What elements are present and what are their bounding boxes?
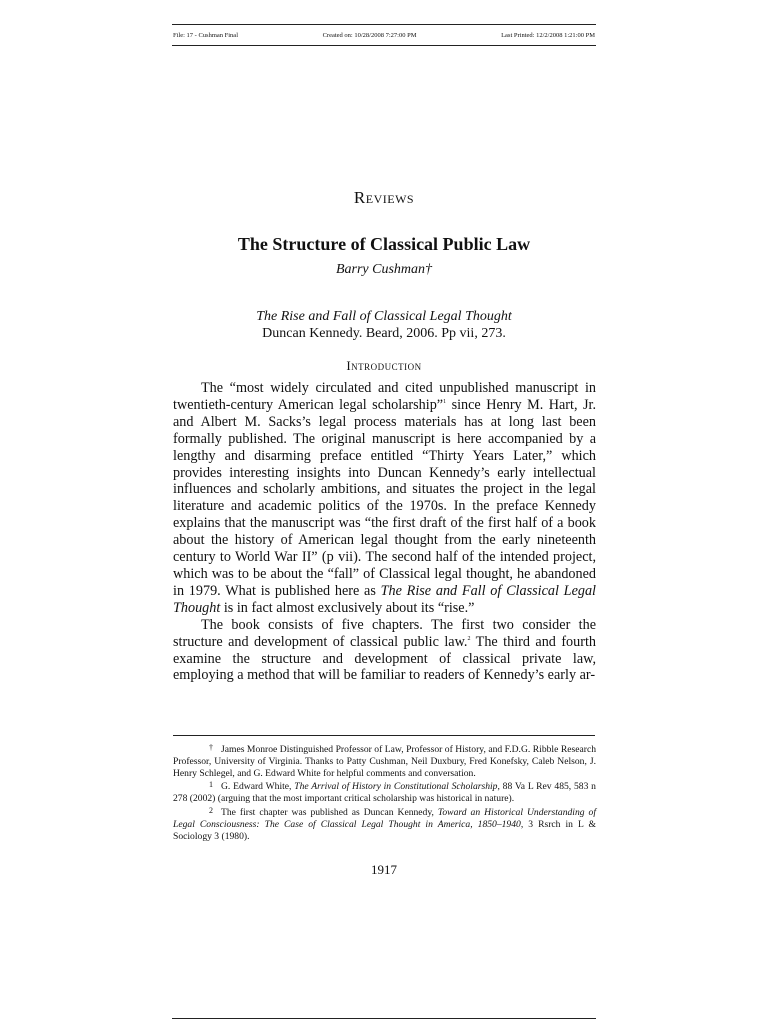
footnote-divider	[173, 735, 595, 736]
header-printed-date: Last Printed: 12/2/2008 1:21:00 PM	[501, 31, 595, 39]
introduction-heading: Introduction	[346, 358, 422, 373]
footnote-1-text-a: G. Edward White,	[221, 781, 295, 793]
footnote-2-text-a: The first chapter was published as Duncan Kennedy,	[221, 806, 438, 818]
footnotes	[173, 742, 596, 842]
page-number: 1917	[371, 862, 397, 877]
running-header	[172, 24, 596, 46]
footnote-2-text-b: , 3 Rsrch in L & Sociology 3 (1980).	[173, 818, 596, 842]
footnote-ref-2: 2	[467, 635, 471, 642]
header-file-name: File: 17 - Cushman Final	[173, 31, 238, 39]
article-title: The Structure of Classical Public Law	[237, 234, 531, 254]
body-p1-text-a: The “most widely circulated and cited unpublished manuscript in twentieth-century American legal scholarship”	[173, 380, 596, 413]
article-author: Barry Cushman†	[335, 262, 433, 277]
footnote-1-text-b: , 88 Va L Rev 485, 583 n 278 (2002) (arguing that the most important critical scholarship was historical in nature).	[173, 781, 596, 805]
footnote-1	[173, 779, 596, 805]
reviewed-book-info: Duncan Kennedy. Beard, 2006. Pp vii, 273.	[262, 326, 506, 341]
section-heading: Reviews	[353, 188, 415, 207]
footnote-2-mark: 2	[209, 805, 213, 815]
footnote-dagger	[173, 742, 596, 779]
body-p2-text-b: The third and fourth examine the structure and development of classical private law, employing a method that will be familiar to readers of Kennedy’s early ar-	[173, 633, 596, 684]
footnote-dagger-mark: †	[209, 743, 213, 752]
footnote-ref-1: 1	[443, 398, 447, 405]
body-paragraph-2	[173, 617, 596, 685]
footnote-1-article-title: The Arrival of History in Constitutional Scholarship	[294, 781, 498, 793]
header-created-date: Created on: 10/28/2008 7:27:00 PM	[322, 31, 417, 39]
body-p2-text-a: The book consists of five chapters. The first two consider the structure and development of classical public law.	[173, 616, 596, 650]
bottom-rule	[172, 1018, 596, 1019]
footnote-dagger-text: James Monroe Distinguished Professor of Law, Professor of History, and F.D.G. Ribble Research Professor, University of Virginia. Thanks to Patty Cushman, Neil Duxbury, Fred Konefsky, Caleb Nelson, J. Henry Schlegel, and G. Edward White for helpful comments and conversation.	[173, 744, 596, 779]
footnote-1-mark: 1	[209, 780, 213, 790]
body-p1-text-c: is in fact almost exclusively about its “rise.”	[220, 599, 475, 616]
body-p1-book-title: The Rise and Fall of Classical Legal Thought	[173, 582, 596, 616]
footnote-2	[173, 805, 596, 842]
body-p1-text-b: since Henry M. Hart, Jr. and Albert M. Sacks’s legal process materials has at long last been formally published. The original manuscript is here accompanied by a lengthy and disarming preface entitled “Thirty Years Later,” which provides interesting insights into Duncan Kennedy’s early intellectual influences and scholarly ambitions, and situates the project in the legal literature and academic politics of the 1970s. In the preface Kennedy explains that the manuscript was “the first draft of the first half of a book about the history of American legal thought from the early nineteenth century to World War II” (p vii). The second half of the intended project, which was to be about the “fall” of Classical legal thought, he abandoned in 1979. What is published here as	[173, 396, 596, 599]
footnote-2-article-title: Toward an Historical Understanding of Legal Consciousness: The Case of Classical Legal Thought in America, 1850–1940	[173, 806, 596, 830]
reviewed-book-title: The Rise and Fall of Classical Legal Thought	[256, 309, 512, 324]
body-text	[173, 380, 596, 684]
body-paragraph-1	[173, 380, 596, 617]
